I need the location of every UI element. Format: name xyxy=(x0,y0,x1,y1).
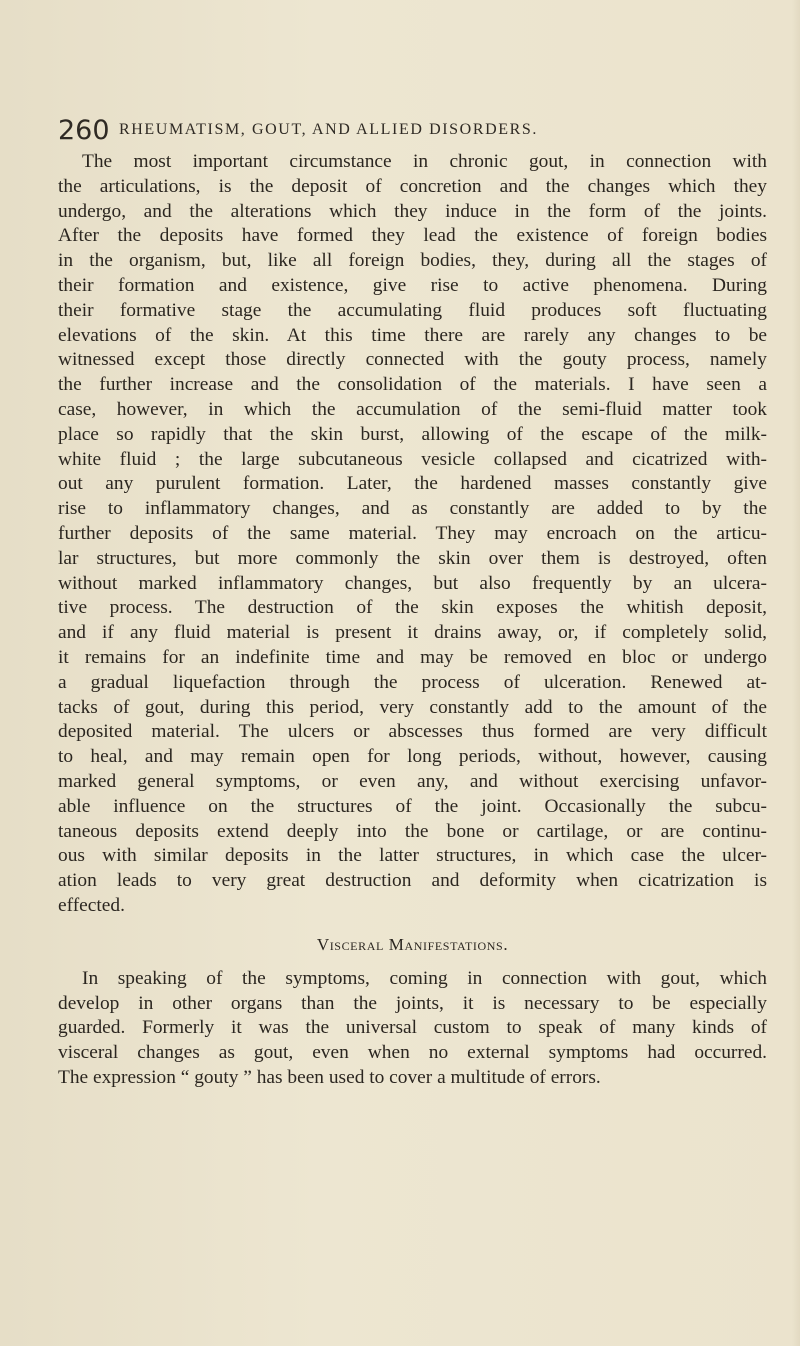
section-heading: Visceral Manifestations. xyxy=(316,934,509,954)
text-line: it remains for an indefinite time and may be removed en bloc or undergo xyxy=(58,646,767,668)
text-line: witnessed except those directly connected with the gouty process, namely xyxy=(58,349,767,371)
text-line: the further increase and the consolidation of the materials. I have seen a xyxy=(58,374,767,396)
text-line: tacks of gout, during this period, very constantly add to the amount of the xyxy=(58,696,767,718)
text-line: ation leads to very great destruction and deformity when cicatrization is xyxy=(58,870,767,892)
text-line: effected. xyxy=(58,894,125,916)
text-line: to heal, and may remain open for long periods, without, however, causing xyxy=(58,746,767,768)
text-line: able influence on the structures of the joint. Occasionally the subcu- xyxy=(58,795,767,817)
page-number: 260 xyxy=(58,115,110,146)
page-edge-shadow xyxy=(792,0,800,1346)
page-header xyxy=(58,115,698,147)
text-line: further deposits of the same material. They may encroach on the articu- xyxy=(58,522,767,544)
text-line: taneous deposits extend deeply into the bone or cartilage, or are continu- xyxy=(58,820,767,842)
paragraph-1 xyxy=(58,150,767,919)
text-line: their formative stage the accumulating fluid produces soft fluctuating xyxy=(58,299,767,321)
text-line: develop in other organs than the joints, it is necessary to be especially xyxy=(58,992,767,1014)
text-line: marked general symptoms, or even any, and without exercising unfavor- xyxy=(58,770,767,792)
text-line: a gradual liquefaction through the process of ulceration. Renewed at- xyxy=(58,671,767,693)
text-line: The most important circumstance in chronic gout, in connection with xyxy=(82,151,767,172)
text-line: After the deposits have formed they lead the existence of foreign bodies xyxy=(58,225,767,247)
text-line: out any purulent formation. Later, the hardened masses constantly give xyxy=(58,473,767,495)
text-line: the articulations, is the deposit of concretion and the changes which they xyxy=(58,175,767,197)
text-line: undergo, and the alterations which they induce in the form of the joints. xyxy=(58,200,767,222)
text-line: lar structures, but more commonly the skin over them is destroyed, often xyxy=(58,547,767,569)
text-line: guarded. Formerly it was the universal custom to speak of many kinds of xyxy=(58,1017,767,1039)
text-line: In speaking of the symptoms, coming in connection with gout, which xyxy=(82,967,767,989)
text-line: place so rapidly that the skin burst, allowing of the escape of the milk- xyxy=(58,423,767,445)
text-line: white fluid ; the large subcutaneous vesicle collapsed and cicatrized with- xyxy=(58,448,767,470)
running-head: RHEUMATISM, GOUT, AND ALLIED DISORDERS. xyxy=(119,121,539,138)
body-text xyxy=(58,150,767,1091)
text-line: in the organism, but, like all foreign bodies, they, during all the stages of xyxy=(58,250,767,272)
text-line: without marked inflammatory changes, but also frequently by an ulcera- xyxy=(58,572,767,594)
text-line: and if any fluid material is present it drains away, or, if completely solid, xyxy=(58,622,767,644)
text-line: ous with similar deposits in the latter structures, in which case the ulcer- xyxy=(58,845,767,867)
text-line: deposited material. The ulcers or abscesses thus formed are very difficult xyxy=(58,721,767,743)
text-line: tive process. The destruction of the skin exposes the whitish deposit, xyxy=(58,597,767,619)
text-line: rise to inflammatory changes, and as constantly are added to by the xyxy=(58,498,767,520)
text-line: visceral changes as gout, even when no external symptoms had occurred. xyxy=(58,1042,767,1064)
text-line: case, however, in which the accumulation of the semi-fluid matter took xyxy=(58,398,767,420)
text-line: their formation and existence, give rise to active phenomena. During xyxy=(58,274,767,296)
text-line: elevations of the skin. At this time there are rarely any changes to be xyxy=(58,324,767,346)
paragraph-2 xyxy=(58,967,767,1091)
text-line: The expression “ gouty ” has been used to cover a multitude of errors. xyxy=(58,1066,601,1088)
